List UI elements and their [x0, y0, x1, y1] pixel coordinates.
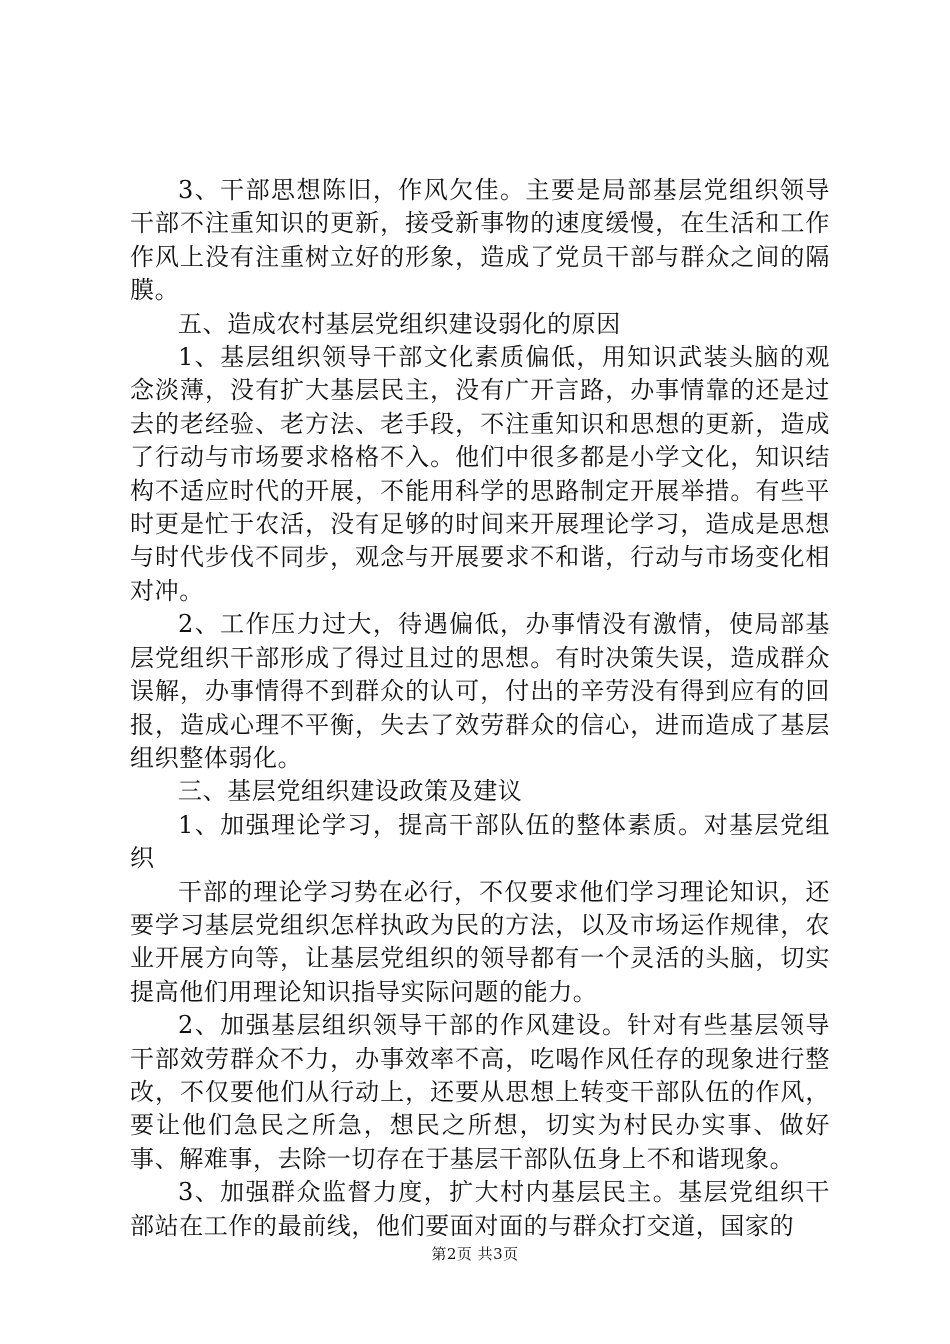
paragraph-supervision: 3、加强群众监督力度，扩大村内基层民主。基层党组织干部站在工作的最前线，他们要面对面的与群众打交道，国家的 — [130, 1178, 830, 1240]
page-number-footer: 第2页 共3页 — [431, 1245, 519, 1263]
paragraph-work-pressure: 2、工作压力过大，待遇偏低，办事情没有激情，使局部基层党组织干部形成了得过且过的思想。有时决策失误，造成群众误解，办事情得不到群众的认可，付出的辛劳没有得到应有的回报，造成心理不平衡，失去了效劳群众的信心，进而造成了基层组织整体弱化。 — [130, 610, 830, 772]
paragraph-education-level: 1、基层组织领导干部文化素质偏低，用知识武装头脑的观念淡薄，没有扩大基层民主，没有广开言路，办事情靠的还是过去的老经验、老方法、老手段，不注重知识和思想的更新，造成了行动与市场要求格格不入。他们中很多都是小学文化，知识结构不适应时代的开展，不能用科学的思路制定开展举措。有些平时更是忙于农活，没有足够的时间来开展理论学习，造成是思想与时代步伐不同步，观念与开展要求不和谐，行动与市场变化相对冲。 — [130, 343, 830, 605]
paragraph-style-building: 2、加强基层组织领导干部的作风建设。针对有些基层领导干部效劳群众不力，办事效率不高，吃喝作风任存的现象进行整改，不仅要他们从行动上，还要从思想上转变干部队伍的作风，要让他们急民之所急，想民之所想，切实为村民办实事、做好事、解难事，去除一切存在于基层干部队伍身上不和谐现象。 — [130, 1011, 830, 1173]
paragraph-theory-study: 干部的理论学习势在必行，不仅要求他们学习理论知识，还要学习基层党组织怎样执政为民的方法，以及市场运作规律，农业开展方向等，让基层党组织的领导都有一个灵活的头脑，切实提高他们用理论知识指导实际问题的能力。 — [130, 877, 830, 1006]
section-heading-suggestions: 三、基层党组织建设政策及建议 — [178, 777, 523, 806]
paragraph-theory-study-heading: 1、加强理论学习，提高干部队伍的整体素质。对基层党组织 — [130, 810, 830, 873]
paragraph-cadre-style: 3、干部思想陈旧，作风欠佳。主要是局部基层党组织领导干部不注重知识的更新，接受新事物的速度缓慢，在生活和工作作风上没有注重树立好的形象，造成了党员干部与群众之间的隔膜。 — [130, 176, 830, 305]
document-body — [130, 174, 830, 1243]
section-heading-causes: 五、造成农村基层党组织建设弱化的原因 — [178, 309, 621, 338]
